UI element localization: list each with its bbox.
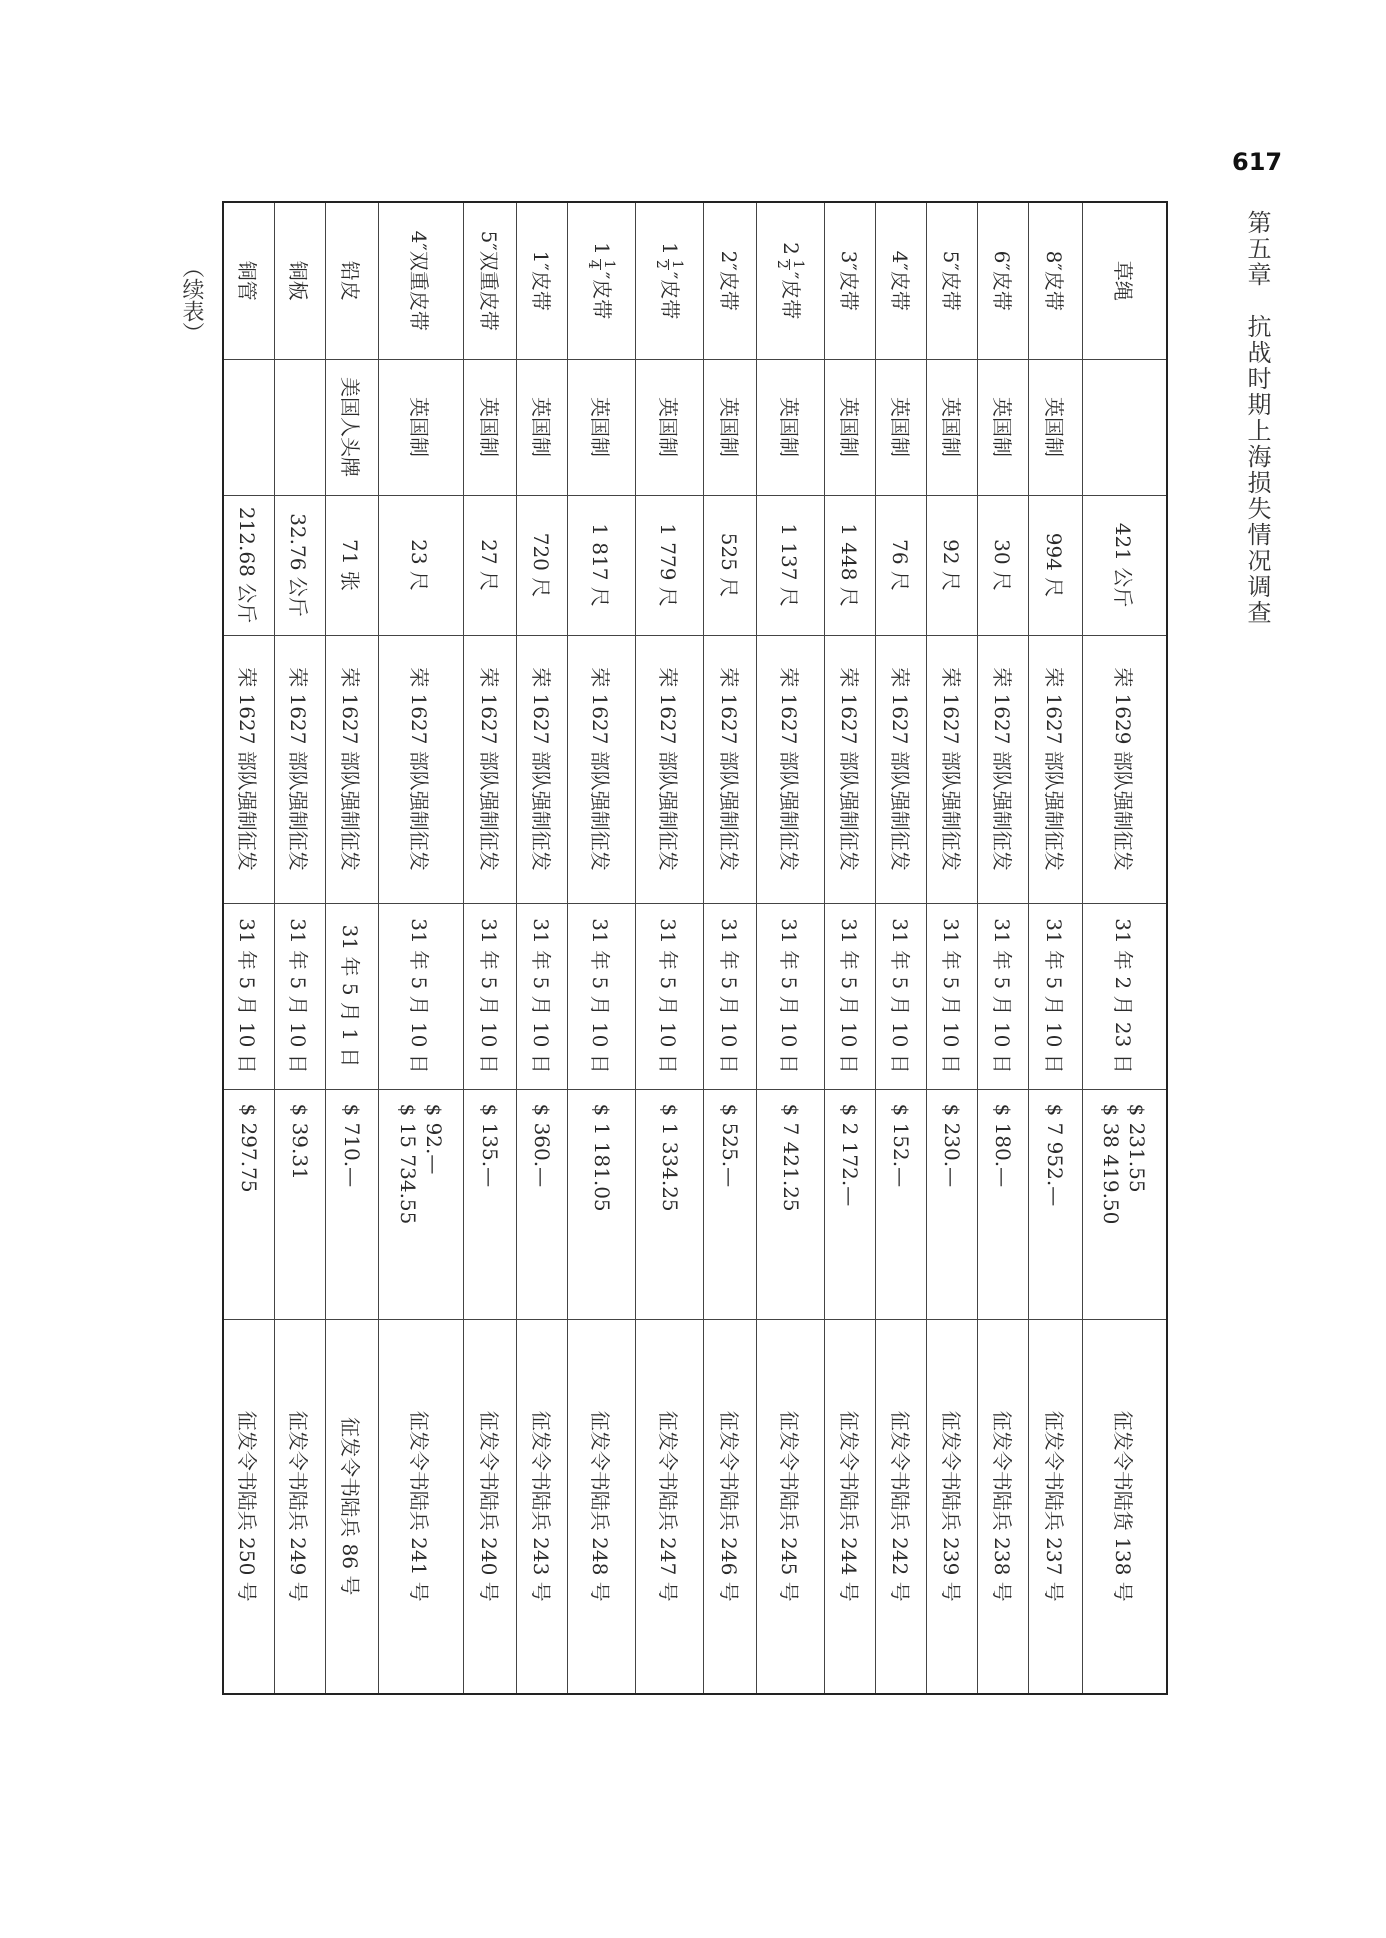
amount-line: $ 38 419.50 — [1099, 1103, 1124, 1225]
fraction-denominator: 2 — [652, 259, 669, 269]
method-cell: 荣 1627 部队强制征发 — [704, 635, 757, 903]
method-cell: 荣 1627 部队强制征发 — [757, 635, 825, 903]
amount-line: $ 15 734.55 — [395, 1103, 420, 1225]
table-row — [825, 202, 876, 1694]
date-cell: 31 年 5 月 10 日 — [517, 903, 568, 1089]
amount-line: $ 297.75 — [236, 1103, 261, 1193]
fraction-denominator: 2 — [774, 259, 791, 269]
fraction-numerator: 1 — [668, 259, 685, 269]
item-suffix: ″皮带 — [590, 271, 615, 320]
item-cell: 4″皮带 — [876, 202, 927, 359]
origin-cell — [1082, 359, 1167, 495]
method-cell: 荣 1627 部队强制征发 — [978, 635, 1029, 903]
item-fraction — [653, 259, 683, 270]
quantity-cell: 1 779 尺 — [636, 495, 704, 635]
amount-cell — [325, 1089, 378, 1319]
amount-line: $ 360.— — [530, 1103, 555, 1188]
origin-cell: 英国制 — [568, 359, 636, 495]
origin-cell: 英国制 — [978, 359, 1029, 495]
item-cell: 草绳 — [1082, 202, 1167, 359]
origin-cell: 英国制 — [757, 359, 825, 495]
reference-cell: 征发令书陆兵 240 号 — [463, 1319, 516, 1694]
item-cell: 铅皮 — [325, 202, 378, 359]
table-row — [274, 202, 325, 1694]
quantity-cell: 23 尺 — [378, 495, 463, 635]
origin-cell: 英国制 — [825, 359, 876, 495]
date-cell: 31 年 5 月 10 日 — [636, 903, 704, 1089]
method-cell: 荣 1627 部队强制征发 — [636, 635, 704, 903]
item-cell: 铜管 — [223, 202, 274, 359]
amount-cell — [463, 1089, 516, 1319]
date-cell: 31 年 5 月 10 日 — [876, 903, 927, 1089]
date-cell: 31 年 5 月 10 日 — [378, 903, 463, 1089]
table-row — [1029, 202, 1082, 1694]
item-cell — [636, 202, 704, 359]
loss-table — [222, 201, 1168, 1695]
reference-cell: 征发令书陆兵 237 号 — [1029, 1319, 1082, 1694]
amount-cell — [825, 1089, 876, 1319]
table-row — [1082, 202, 1167, 1694]
item-fraction — [775, 259, 805, 270]
method-cell: 荣 1627 部队强制征发 — [378, 635, 463, 903]
amount-cell — [1082, 1089, 1167, 1319]
chapter-title: 第五章 抗战时期上海损失情况调查 — [1243, 210, 1271, 626]
amount-cell — [517, 1089, 568, 1319]
date-cell: 31 年 5 月 10 日 — [825, 903, 876, 1089]
item-cell: 5″皮带 — [927, 202, 978, 359]
date-cell: 31 年 5 月 10 日 — [463, 903, 516, 1089]
reference-cell: 征发令书陆兵 248 号 — [568, 1319, 636, 1694]
item-suffix: ″皮带 — [779, 271, 804, 320]
date-cell: 31 年 5 月 1 日 — [325, 903, 378, 1089]
item-cell: 2″皮带 — [704, 202, 757, 359]
method-cell: 荣 1627 部队强制征发 — [463, 635, 516, 903]
date-cell: 31 年 5 月 10 日 — [1029, 903, 1082, 1089]
amount-cell — [378, 1089, 463, 1319]
amount-line: $ 1 181.05 — [589, 1103, 614, 1212]
fraction-denominator: 4 — [585, 259, 602, 269]
amount-cell — [636, 1089, 704, 1319]
amount-cell — [927, 1089, 978, 1319]
quantity-cell: 1 817 尺 — [568, 495, 636, 635]
quantity-cell: 212.68 公斤 — [223, 495, 274, 635]
amount-line: $ 92.— — [421, 1103, 446, 1175]
method-cell: 荣 1627 部队强制征发 — [568, 635, 636, 903]
table-row — [325, 202, 378, 1694]
item-cell: 6″皮带 — [978, 202, 1029, 359]
amount-cell — [223, 1089, 274, 1319]
date-cell: 31 年 5 月 10 日 — [223, 903, 274, 1089]
amount-line: $ 7 952.— — [1043, 1103, 1068, 1207]
amount-line: $ 230.— — [940, 1103, 965, 1188]
origin-cell: 美国人头牌 — [325, 359, 378, 495]
item-cell: 铜板 — [274, 202, 325, 359]
reference-cell: 征发令书陆兵 250 号 — [223, 1319, 274, 1694]
reference-cell: 征发令书陆兵 247 号 — [636, 1319, 704, 1694]
method-cell: 荣 1627 部队强制征发 — [927, 635, 978, 903]
reference-cell: 征发令书陆兵 86 号 — [325, 1319, 378, 1694]
method-cell: 荣 1627 部队强制征发 — [876, 635, 927, 903]
quantity-cell: 32.76 公斤 — [274, 495, 325, 635]
quantity-cell: 421 公斤 — [1082, 495, 1167, 635]
amount-line: $ 7 421.25 — [778, 1103, 803, 1212]
quantity-cell: 71 张 — [325, 495, 378, 635]
reference-cell: 征发令书陆货 138 号 — [1082, 1319, 1167, 1694]
amount-line: $ 152.— — [889, 1103, 914, 1188]
quantity-cell: 1 137 尺 — [757, 495, 825, 635]
reference-cell: 征发令书陆兵 238 号 — [978, 1319, 1029, 1694]
quantity-cell: 720 尺 — [517, 495, 568, 635]
origin-cell: 英国制 — [463, 359, 516, 495]
origin-cell: 英国制 — [927, 359, 978, 495]
table-row — [757, 202, 825, 1694]
table-row — [568, 202, 636, 1694]
amount-line: $ 1 334.25 — [657, 1103, 682, 1212]
amount-cell — [704, 1089, 757, 1319]
date-cell: 31 年 5 月 10 日 — [757, 903, 825, 1089]
table-row — [927, 202, 978, 1694]
continued-label: （续表） — [179, 256, 204, 344]
amount-cell — [568, 1089, 636, 1319]
origin-cell — [223, 359, 274, 495]
reference-cell: 征发令书陆兵 243 号 — [517, 1319, 568, 1694]
fraction-numerator: 1 — [600, 259, 617, 269]
quantity-cell: 30 尺 — [978, 495, 1029, 635]
item-whole: 2 — [779, 242, 804, 255]
quantity-cell: 76 尺 — [876, 495, 927, 635]
item-cell: 8″皮带 — [1029, 202, 1082, 359]
amount-line: $ 39.31 — [287, 1103, 312, 1180]
origin-cell: 英国制 — [636, 359, 704, 495]
page-number: 617 — [1232, 148, 1283, 176]
date-cell: 31 年 5 月 10 日 — [978, 903, 1029, 1089]
origin-cell: 英国制 — [1029, 359, 1082, 495]
amount-cell — [757, 1089, 825, 1319]
reference-cell: 征发令书陆兵 245 号 — [757, 1319, 825, 1694]
date-cell: 31 年 2 月 23 日 — [1082, 903, 1167, 1089]
amount-line: $ 2 172.— — [838, 1103, 863, 1207]
origin-cell: 英国制 — [704, 359, 757, 495]
quantity-cell: 92 尺 — [927, 495, 978, 635]
date-cell: 31 年 5 月 10 日 — [704, 903, 757, 1089]
reference-cell: 征发令书陆兵 242 号 — [876, 1319, 927, 1694]
item-fraction — [585, 259, 615, 270]
table-row — [636, 202, 704, 1694]
reference-cell: 征发令书陆兵 249 号 — [274, 1319, 325, 1694]
table-row — [378, 202, 463, 1694]
reference-cell: 征发令书陆兵 244 号 — [825, 1319, 876, 1694]
amount-cell — [1029, 1089, 1082, 1319]
date-cell: 31 年 5 月 10 日 — [568, 903, 636, 1089]
quantity-cell: 994 尺 — [1029, 495, 1082, 635]
table-row — [978, 202, 1029, 1694]
table-row — [704, 202, 757, 1694]
method-cell: 荣 1627 部队强制征发 — [325, 635, 378, 903]
date-cell: 31 年 5 月 10 日 — [274, 903, 325, 1089]
amount-line: $ 525.— — [718, 1103, 743, 1188]
table-container — [222, 202, 1168, 1694]
origin-cell: 英国制 — [378, 359, 463, 495]
table-row — [517, 202, 568, 1694]
origin-cell: 英国制 — [876, 359, 927, 495]
item-whole: 1 — [590, 242, 615, 255]
table-row — [223, 202, 274, 1694]
table-body — [223, 202, 1167, 1694]
quantity-cell: 27 尺 — [463, 495, 516, 635]
item-whole: 1 — [657, 242, 682, 255]
method-cell: 荣 1627 部队强制征发 — [223, 635, 274, 903]
reference-cell: 征发令书陆兵 241 号 — [378, 1319, 463, 1694]
item-cell: 1″皮带 — [517, 202, 568, 359]
fraction-numerator: 1 — [789, 259, 806, 269]
amount-line: $ 231.55 — [1125, 1103, 1150, 1193]
item-cell — [757, 202, 825, 359]
method-cell: 荣 1627 部队强制征发 — [274, 635, 325, 903]
reference-cell: 征发令书陆兵 239 号 — [927, 1319, 978, 1694]
amount-cell — [876, 1089, 927, 1319]
table-row — [876, 202, 927, 1694]
item-cell — [568, 202, 636, 359]
table-row — [463, 202, 516, 1694]
method-cell: 荣 1629 部队强制征发 — [1082, 635, 1167, 903]
quantity-cell: 1 448 尺 — [825, 495, 876, 635]
method-cell: 荣 1627 部队强制征发 — [517, 635, 568, 903]
amount-cell — [274, 1089, 325, 1319]
amount-line: $ 710.— — [339, 1103, 364, 1188]
origin-cell — [274, 359, 325, 495]
reference-cell: 征发令书陆兵 246 号 — [704, 1319, 757, 1694]
amount-cell — [978, 1089, 1029, 1319]
amount-line: $ 180.— — [991, 1103, 1016, 1188]
method-cell: 荣 1627 部队强制征发 — [1029, 635, 1082, 903]
item-cell: 4″双重皮带 — [378, 202, 463, 359]
item-cell: 5″双重皮带 — [463, 202, 516, 359]
method-cell: 荣 1627 部队强制征发 — [825, 635, 876, 903]
item-cell: 3″皮带 — [825, 202, 876, 359]
amount-line: $ 135.— — [478, 1103, 503, 1188]
item-suffix: ″皮带 — [657, 271, 682, 320]
origin-cell: 英国制 — [517, 359, 568, 495]
quantity-cell: 525 尺 — [704, 495, 757, 635]
date-cell: 31 年 5 月 10 日 — [927, 903, 978, 1089]
